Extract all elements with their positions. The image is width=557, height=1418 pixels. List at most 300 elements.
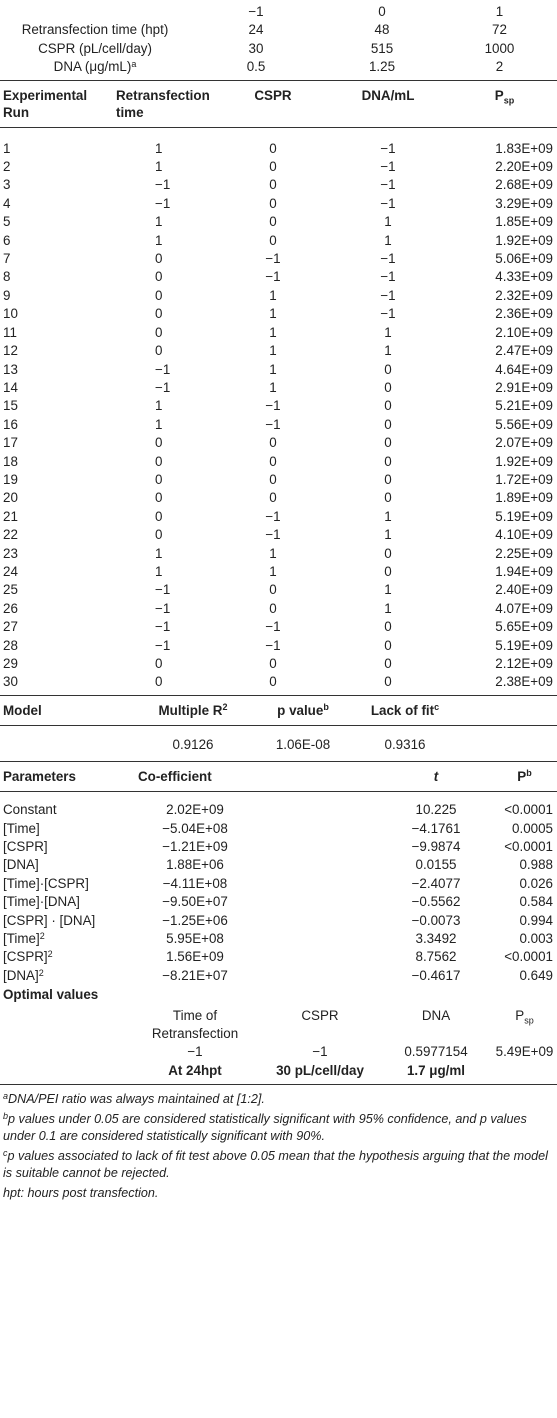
divider (0, 791, 557, 792)
psp-cell: 4.33E+09 (495, 269, 553, 285)
empty-cell (460, 696, 557, 725)
factor-label-text: CSPR (pL/cell/day) (38, 40, 152, 56)
parameter-name-text: [Time]·[CSPR] (3, 875, 89, 891)
table-row (0, 637, 557, 655)
level-value-cell: 72 (492, 22, 507, 38)
levels-header-row (0, 3, 557, 21)
footnotes (0, 1085, 557, 1203)
dna-cell: −1 (380, 269, 396, 285)
dna-cell: 1 (384, 214, 392, 230)
retransfection-time-cell: 1 (155, 159, 163, 175)
retransfection-time-cell: 1 (155, 416, 163, 432)
level-value-cell: 2 (495, 59, 504, 75)
cspr-cell: 0 (269, 214, 277, 230)
coefficient-cell: −5.04E+08 (162, 820, 228, 836)
table-row (0, 397, 557, 415)
parameter-name-text: [Time]·[DNA] (3, 894, 80, 910)
empty-cell (0, 1062, 130, 1080)
psp-cell: 3.29E+09 (495, 195, 553, 211)
table-row (0, 655, 557, 673)
value-lack-of-fit: 0.9316 (384, 736, 426, 752)
table-row (0, 930, 557, 948)
t-value-cell: −9.9874 (411, 839, 461, 855)
table-row (0, 158, 557, 176)
table-row (0, 416, 557, 434)
dna-cell: −1 (380, 159, 396, 175)
header-model: Model (3, 702, 42, 718)
table-row (0, 342, 557, 360)
p-value-cell: <0.0001 (504, 802, 553, 818)
model-values-table (0, 736, 557, 754)
retransfection-time-cell: 0 (155, 527, 163, 543)
design-table (0, 81, 557, 127)
parameter-name-text: [DNA] (3, 967, 39, 983)
header-p-label: P (494, 87, 504, 103)
cspr-cell: 0 (269, 159, 277, 175)
cspr-cell: −1 (265, 508, 281, 524)
parameter-name-cell (0, 967, 130, 985)
retransfection-time-cell: 0 (155, 508, 163, 524)
header-psp (452, 81, 557, 127)
retransfection-time-cell: 0 (155, 453, 163, 469)
optimal-header-row (0, 1007, 557, 1043)
model-values-row (0, 736, 557, 754)
footnote-a-mark: a (3, 1091, 9, 1102)
dna-cell: 0 (384, 490, 392, 506)
coefficient-cell: −8.21E+07 (162, 967, 228, 983)
run-number-cell: 14 (3, 379, 18, 395)
empty-cell (260, 820, 380, 838)
table-row (0, 600, 557, 618)
cspr-cell: 0 (269, 195, 277, 211)
retransfection-time-cell: 1 (155, 563, 163, 579)
table-row (0, 361, 557, 379)
retransfection-time-cell: −1 (155, 195, 171, 211)
parameter-name-text: [CSPR] (3, 839, 48, 855)
header-dna-ml: DNA/mL (361, 87, 415, 103)
table-row (0, 232, 557, 250)
dna-cell: 0 (384, 471, 392, 487)
level-factor-label (0, 58, 190, 76)
header-opt-p-subscript: sp (524, 1015, 534, 1026)
cspr-cell: −1 (265, 637, 281, 653)
run-number-cell: 22 (3, 527, 18, 543)
cspr-cell: −1 (265, 269, 281, 285)
level-value-cell: 0.5 (246, 59, 266, 75)
table-row (0, 948, 557, 966)
psp-cell: 1.83E+09 (495, 140, 553, 156)
footnote-c-mark: c (3, 1147, 8, 1158)
divider (0, 725, 557, 726)
psp-cell: 2.68E+09 (495, 177, 553, 193)
psp-cell: 2.40E+09 (495, 582, 553, 598)
footnote-b-mark: b (3, 1110, 9, 1121)
cspr-cell: 0 (269, 177, 277, 193)
level-header-cell: 0 (378, 4, 386, 19)
t-value-cell: 3.3492 (415, 931, 457, 947)
retransfection-time-cell: −1 (155, 177, 171, 193)
header-opt-cspr: CSPR (301, 1008, 339, 1024)
cspr-cell: 1 (269, 306, 277, 322)
level-value-cell: 48 (374, 22, 390, 38)
table-row (0, 268, 557, 286)
opt-dna-value: 0.5977154 (404, 1044, 468, 1060)
retransfection-time-cell: −1 (155, 379, 171, 395)
dna-cell: 1 (384, 508, 392, 524)
cspr-cell: 0 (269, 471, 277, 487)
cspr-cell: 0 (269, 582, 277, 598)
psp-cell: 5.19E+09 (495, 508, 553, 524)
exponent: 2 (38, 967, 44, 978)
coefficient-cell: −9.50E+07 (162, 894, 228, 910)
header-opt-p-label: P (515, 1008, 525, 1024)
p-value-cell: 0.026 (519, 875, 553, 891)
cspr-cell: −1 (265, 416, 281, 432)
table-row (0, 673, 557, 691)
cspr-cell: 0 (269, 656, 277, 671)
dna-cell: −1 (380, 140, 396, 156)
header-multiple-r2 (130, 696, 256, 725)
run-number-cell: 16 (3, 416, 18, 432)
footnote-a (3, 1091, 551, 1109)
table-row (0, 305, 557, 323)
table-row (0, 967, 557, 985)
run-number-cell: 1 (3, 140, 11, 156)
optimal-values-row (0, 1043, 557, 1061)
opt-cspr-value: −1 (312, 1044, 328, 1060)
empty-cell (0, 3, 190, 21)
coefficient-cell: 1.56E+09 (166, 949, 224, 965)
level-value-cell: 1000 (484, 40, 515, 56)
header-experimental-run: Experimental Run (3, 87, 88, 120)
parameter-name-text: [CSPR] · [DNA] (3, 912, 96, 928)
levels-row (0, 58, 557, 76)
levels-table (0, 3, 557, 77)
retransfection-time-cell: 0 (155, 471, 163, 487)
opt-time-value: −1 (187, 1044, 203, 1060)
dna-cell: −1 (380, 306, 396, 322)
cspr-cell: 0 (269, 140, 277, 156)
retransfection-time-cell: 1 (155, 140, 163, 156)
design-header-row (0, 81, 557, 127)
t-value-cell: −0.0073 (411, 912, 461, 928)
dna-cell: 1 (384, 232, 392, 248)
retransfection-time-cell: 0 (155, 656, 163, 671)
header-opt-psp (492, 1007, 557, 1043)
run-number-cell: 26 (3, 600, 18, 616)
value-p-value: 1.06E-08 (275, 736, 331, 752)
psp-cell: 4.07E+09 (495, 600, 553, 616)
header-coefficient: Co-efficient (138, 769, 212, 785)
empty-cell (0, 1043, 130, 1061)
empty-cell (260, 762, 380, 791)
levels-row (0, 21, 557, 39)
parameter-name-cell (0, 912, 130, 930)
exponent: 2 (39, 931, 45, 942)
dna-cell: 0 (384, 453, 392, 469)
retransfection-time-cell: −1 (155, 582, 171, 598)
dna-cell: 0 (384, 637, 392, 653)
retransfection-time-cell: 0 (155, 287, 163, 303)
psp-cell: 5.65E+09 (495, 619, 553, 635)
coefficient-cell: −1.25E+06 (162, 912, 228, 928)
retransfection-time-cell: −1 (155, 637, 171, 653)
cspr-cell: 0 (269, 232, 277, 248)
retransfection-time-cell: 0 (155, 324, 163, 340)
level-factor-label (0, 21, 190, 39)
dna-cell: 0 (384, 545, 392, 561)
dna-cell: 1 (384, 527, 392, 543)
table-row (0, 508, 557, 526)
empty-cell (260, 838, 380, 856)
psp-cell: 2.91E+09 (495, 379, 553, 395)
dna-cell: 0 (384, 656, 392, 671)
dna-cell: −1 (380, 195, 396, 211)
opt-psp-value: 5.49E+09 (495, 1044, 554, 1060)
retransfection-time-cell: 0 (155, 306, 163, 322)
coefficient-cell: −4.11E+08 (162, 875, 228, 891)
cspr-cell: −1 (265, 398, 281, 414)
psp-cell: 2.20E+09 (495, 159, 553, 175)
coefficient-cell: −1.21E+09 (162, 839, 228, 855)
run-number-cell: 8 (3, 269, 11, 285)
table-row (0, 545, 557, 563)
parameter-name-cell (0, 801, 130, 819)
retransfection-time-cell: 0 (155, 674, 163, 690)
level-value-cell: 30 (248, 40, 264, 56)
factor-label-text: Retransfection time (hpt) (21, 22, 169, 38)
table-row (0, 453, 557, 471)
footnote-marker: a (131, 59, 137, 70)
exponent: 2 (47, 949, 53, 960)
header-t: t (433, 769, 439, 785)
levels-row (0, 40, 557, 58)
cspr-cell: 0 (269, 435, 277, 451)
table-row (0, 618, 557, 636)
run-number-cell: 29 (3, 656, 18, 671)
table-row (0, 213, 557, 231)
run-number-cell: 6 (3, 232, 11, 248)
cspr-cell: −1 (265, 251, 281, 267)
table-row (0, 434, 557, 452)
level-header-cell: 1 (495, 4, 504, 19)
parameters-header-row (0, 762, 557, 791)
t-value-cell: −0.4617 (411, 967, 461, 983)
empty-cell (260, 893, 380, 911)
cspr-cell: 1 (269, 545, 277, 561)
dna-cell: 0 (384, 416, 392, 432)
dna-cell: −1 (380, 177, 396, 193)
dna-cell: 0 (384, 619, 392, 635)
retransfection-time-cell: 0 (155, 269, 163, 285)
header-p-value-label: p value (277, 702, 324, 718)
table-row (0, 801, 557, 819)
divider (0, 127, 557, 128)
table-row (0, 287, 557, 305)
header-lof-superscript: c (434, 701, 440, 712)
empty-cell (0, 1007, 130, 1043)
p-value-cell: 0.994 (519, 912, 553, 928)
coefficient-cell: 1.88E+06 (166, 857, 224, 873)
dna-cell: 0 (384, 379, 392, 395)
psp-cell: 2.32E+09 (495, 287, 553, 303)
table-row (0, 471, 557, 489)
p-value-cell: 0.0005 (512, 820, 553, 836)
model-table (0, 696, 557, 725)
table-row (0, 489, 557, 507)
retransfection-time-cell: 1 (155, 545, 163, 561)
dna-cell: 1 (384, 324, 392, 340)
psp-cell: 4.10E+09 (495, 527, 553, 543)
header-multiple-r-label: Multiple R (158, 702, 223, 718)
header-p (492, 762, 557, 791)
cspr-cell: 1 (269, 324, 277, 340)
retransfection-time-cell: 0 (155, 343, 163, 359)
run-number-cell: 11 (3, 324, 17, 340)
run-number-cell: 30 (3, 674, 18, 690)
t-value-cell: −0.5562 (411, 894, 461, 910)
level-value-cell: 515 (370, 40, 394, 56)
empty-cell (260, 856, 380, 874)
retransfection-time-cell: 1 (155, 232, 163, 248)
table-row (0, 838, 557, 856)
run-number-cell: 10 (3, 306, 18, 322)
header-p-subscript: sp (503, 95, 515, 106)
level-value-cell: 24 (248, 22, 264, 38)
dna-cell: 1 (384, 582, 392, 598)
table-row (0, 563, 557, 581)
cspr-cell: 0 (269, 453, 277, 469)
empty-cell (0, 736, 130, 754)
psp-cell: 1.92E+09 (495, 232, 553, 248)
table-row (0, 893, 557, 911)
opt-dna-bold: 1.7 μg/ml (406, 1062, 466, 1078)
coefficient-cell: 2.02E+09 (166, 802, 224, 818)
footnote-c (3, 1148, 551, 1183)
parameter-name-text: [Time] (3, 820, 40, 836)
p-value-cell: 0.649 (519, 967, 553, 983)
table-row (0, 581, 557, 599)
parameter-name-cell (0, 838, 130, 856)
retransfection-time-cell: 0 (155, 490, 163, 506)
factor-label-text: DNA (μg/mL) (53, 59, 132, 75)
empty-cell (260, 912, 380, 930)
t-value-cell: −4.1761 (411, 820, 461, 836)
table-row (0, 526, 557, 544)
parameters-table (0, 762, 557, 791)
header-opt-dna: DNA (421, 1008, 451, 1024)
parameter-name-text: [CSPR] (3, 949, 48, 965)
opt-time-bold: At 24hpt (168, 1062, 222, 1078)
p-value-cell: 0.003 (519, 931, 553, 947)
retransfection-time-cell: −1 (155, 361, 171, 377)
footnote-hpt: hpt: hours post transfection. (3, 1186, 159, 1201)
dna-cell: 0 (384, 361, 392, 377)
psp-cell: 2.36E+09 (495, 306, 553, 322)
psp-cell: 5.21E+09 (495, 398, 553, 414)
t-value-cell: 0.0155 (415, 857, 457, 873)
psp-cell: 5.56E+09 (495, 416, 553, 432)
run-number-cell: 15 (3, 398, 18, 414)
empty-cell (460, 736, 557, 754)
level-factor-label (0, 40, 190, 58)
footnote-b-text: p values under 0.05 are considered statistically significant with 95% confidence, and p values under 0.1 are considered statistically significant with 90%. (3, 1111, 527, 1144)
parameter-name-text: [DNA] (3, 857, 39, 873)
cspr-cell: 1 (269, 563, 277, 579)
psp-cell: 1.72E+09 (495, 471, 553, 487)
retransfection-time-cell: 0 (155, 435, 163, 451)
cspr-cell: −1 (265, 527, 281, 543)
psp-cell: 2.38E+09 (495, 674, 553, 690)
run-number-cell: 19 (3, 471, 18, 487)
parameter-name-cell (0, 875, 130, 893)
optimal-values-title: Optimal values (3, 987, 99, 1003)
psp-cell: 2.12E+09 (495, 656, 553, 671)
level-value-cell: 1.25 (368, 59, 396, 75)
table-row (0, 820, 557, 838)
run-number-cell: 3 (3, 177, 11, 193)
dna-cell: −1 (380, 251, 396, 267)
p-value-cell: 0.988 (519, 857, 553, 873)
cspr-cell: 1 (269, 343, 277, 359)
run-number-cell: 17 (3, 435, 18, 451)
cspr-cell: 0 (269, 490, 277, 506)
run-number-cell: 28 (3, 637, 18, 653)
table-row (0, 140, 557, 158)
psp-cell: 2.25E+09 (495, 545, 553, 561)
dna-cell: 0 (384, 435, 392, 451)
footnote-b (3, 1111, 551, 1146)
table-row (0, 379, 557, 397)
run-number-cell: 23 (3, 545, 18, 561)
retransfection-time-cell: 1 (155, 398, 163, 414)
parameter-name-text: [Time] (3, 931, 40, 947)
table-row (0, 912, 557, 930)
parameter-name-cell (0, 893, 130, 911)
header-lack-of-fit-label: Lack of fit (370, 702, 435, 718)
p-value-cell: <0.0001 (504, 949, 553, 965)
run-number-cell: 21 (3, 508, 18, 524)
cspr-cell: 0 (269, 600, 277, 616)
table-row (0, 856, 557, 874)
header-retransfection-time: Retransfection time (116, 87, 210, 120)
dna-cell: 0 (384, 674, 392, 690)
retransfection-time-cell: −1 (155, 619, 171, 635)
dna-cell: −1 (380, 287, 396, 303)
table-row (0, 250, 557, 268)
psp-cell: 1.89E+09 (495, 490, 553, 506)
design-data-table (0, 140, 557, 692)
psp-cell: 1.94E+09 (495, 563, 553, 579)
p-value-cell: 0.584 (519, 894, 553, 910)
retransfection-time-cell: 0 (155, 251, 163, 267)
psp-cell: 2.47E+09 (495, 343, 553, 359)
parameters-data-table (0, 801, 557, 985)
table-row (0, 324, 557, 342)
dna-cell: 1 (384, 343, 392, 359)
dna-cell: 1 (384, 600, 392, 616)
cspr-cell: 0 (269, 674, 277, 690)
optimal-values-table (0, 1007, 557, 1080)
run-number-cell: 4 (3, 195, 11, 211)
empty-cell (260, 875, 380, 893)
empty-cell (260, 930, 380, 948)
header-parameters: Parameters (3, 769, 76, 785)
table-row (0, 875, 557, 893)
dna-cell: 0 (384, 398, 392, 414)
empty-cell (260, 801, 380, 819)
model-header-row (0, 696, 557, 725)
